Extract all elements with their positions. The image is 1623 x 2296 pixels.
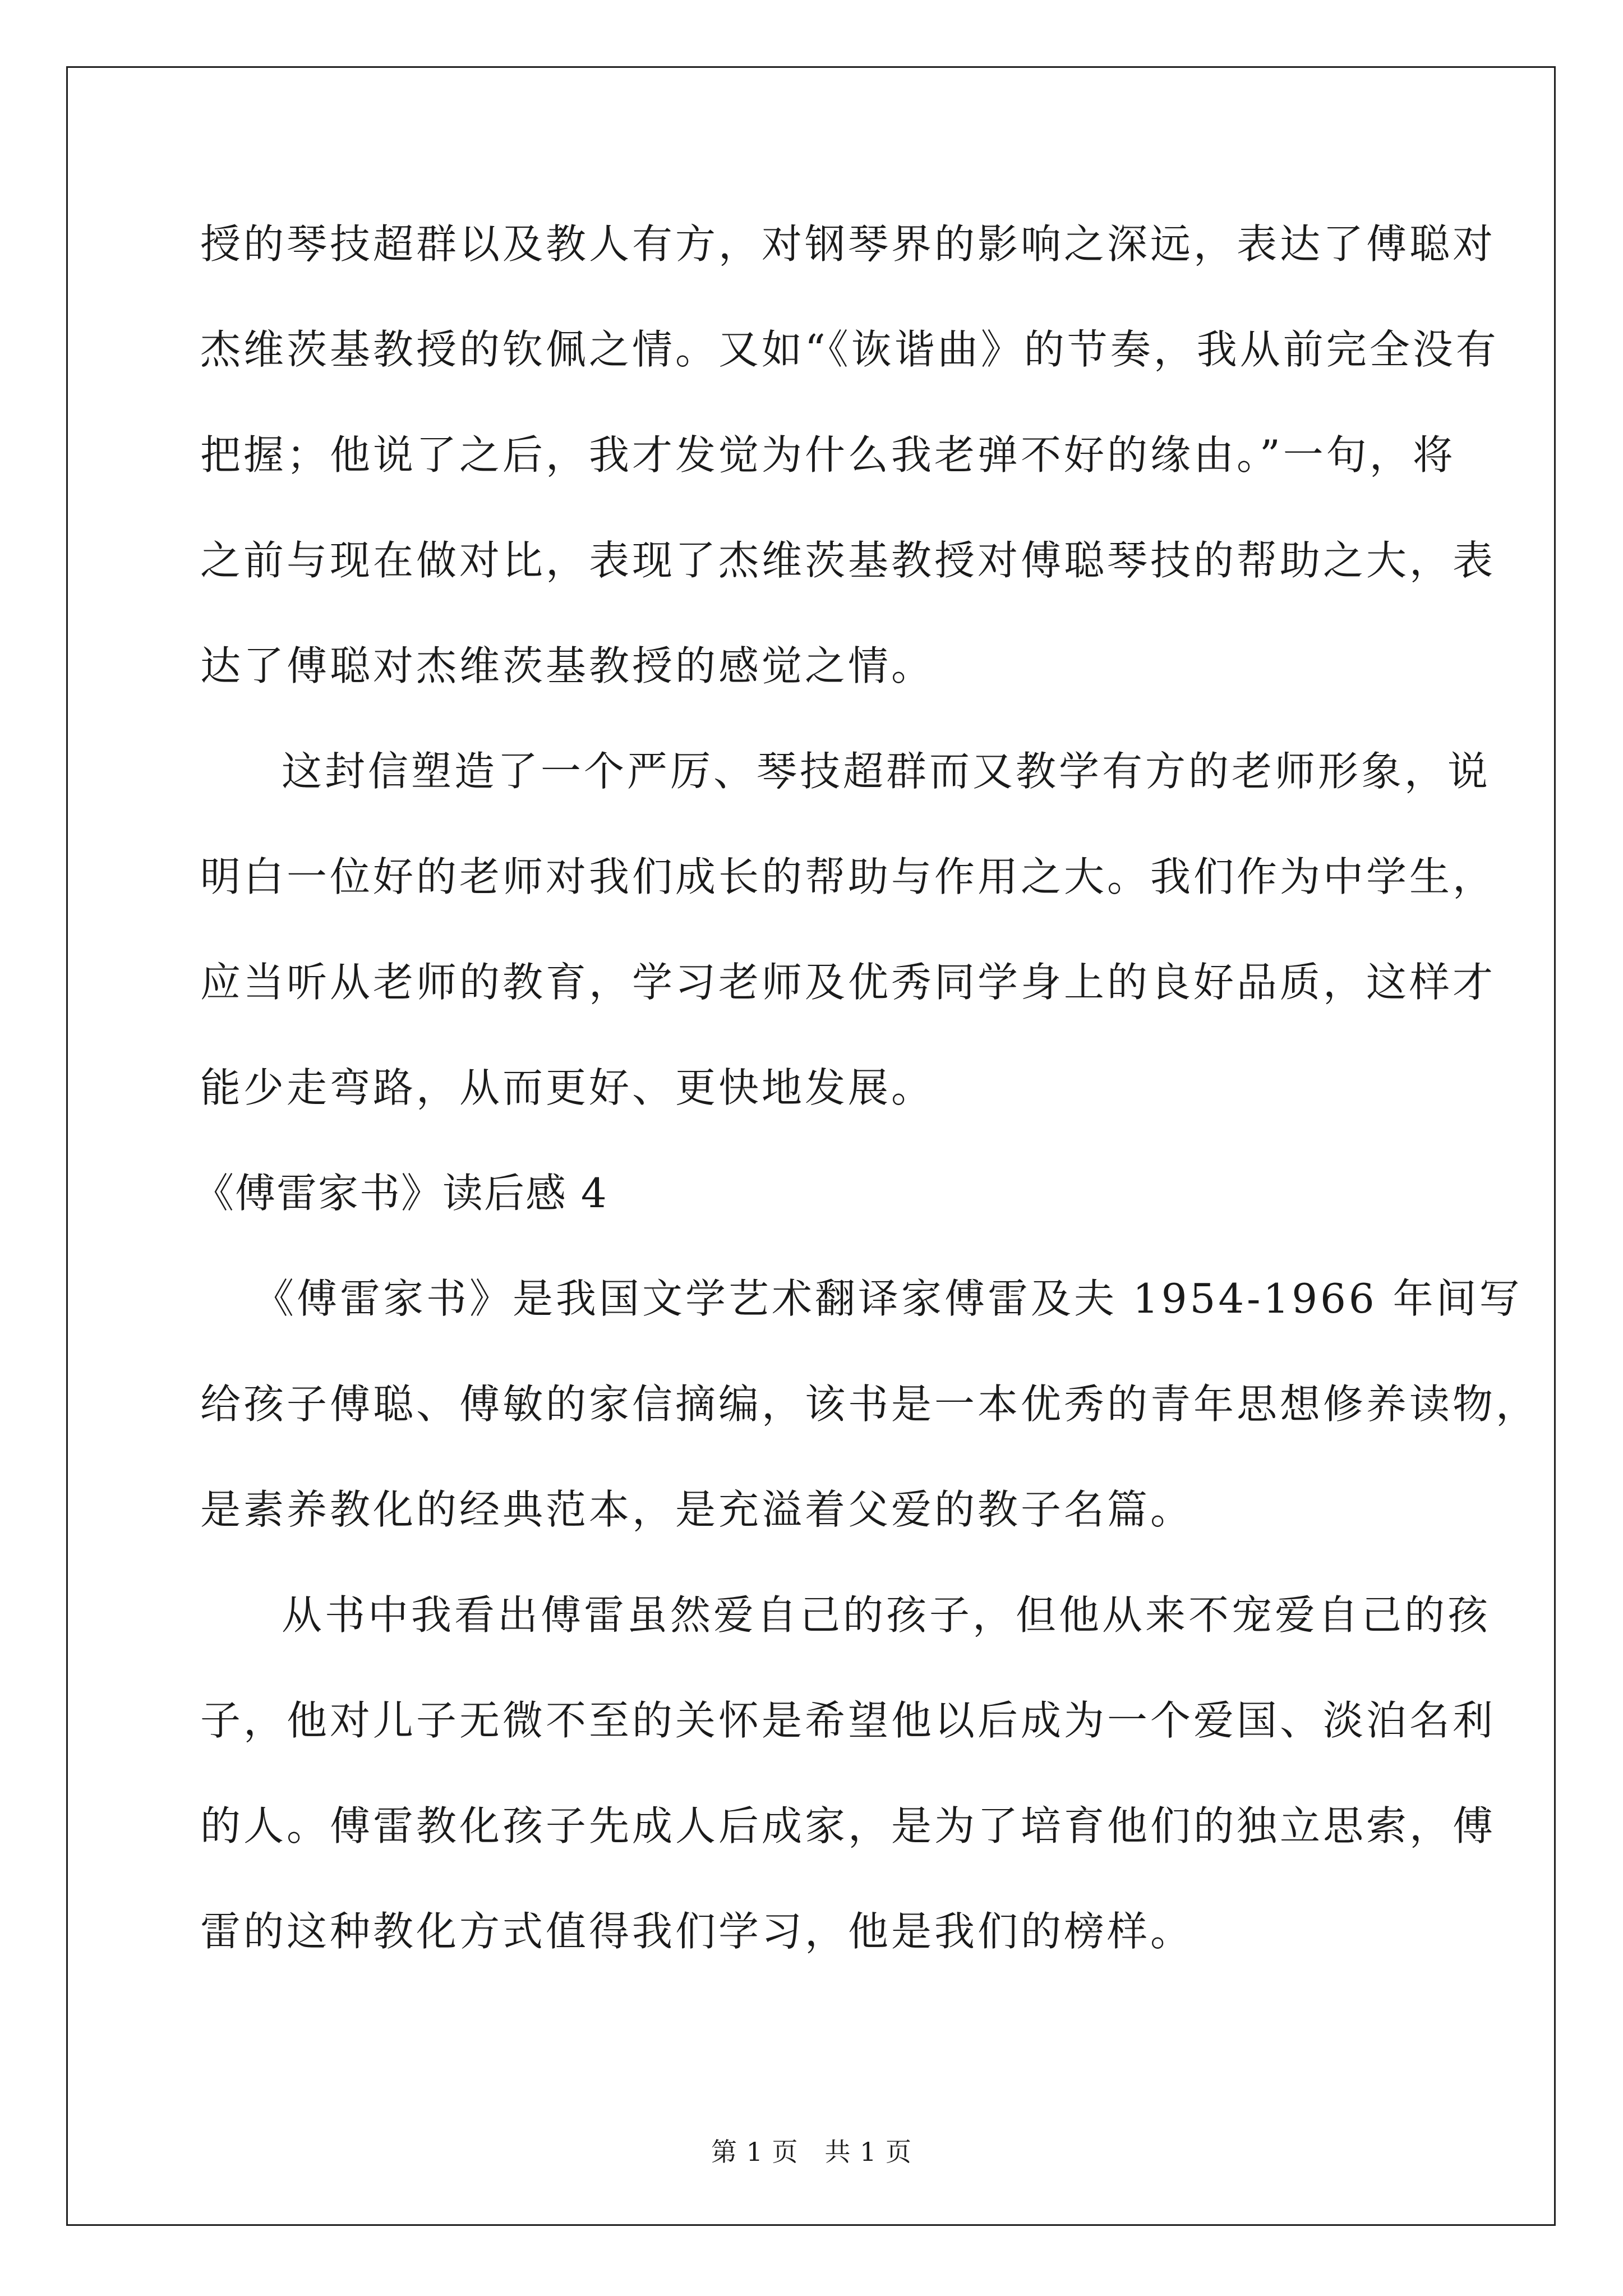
paragraph-line: 这封信塑造了一个严厉、琴技超群而又教学有方的老师形象，说: [282, 748, 1491, 795]
paragraph-line: 应当听从老师的教育，学习老师及优秀同学身上的良好品质，这样才: [200, 959, 1496, 1006]
paragraph-line: 能少走弯路，从而更好、更快地发展。: [200, 1064, 935, 1111]
section-heading: 《傅雷家书》读后感 4: [193, 1170, 608, 1217]
paragraph-line: 明白一位好的老师对我们成长的帮助与作用之大。我们作为中学生，: [200, 853, 1496, 900]
document-body: [193, 216, 1539, 2009]
paragraph-line: 给孩子傅聪、傅敏的家信摘编，该书是一本优秀的青年思想修养读物，: [200, 1381, 1539, 1428]
paragraph-line: 达了傅聪对杰维茨基教授的感觉之情。: [200, 642, 935, 689]
paragraph-line: 授的琴技超群以及教人有方，对钢琴界的影响之深远，表达了傅聪对: [200, 220, 1496, 268]
paragraph-line: 的人。傅雷教化孩子先成人后成家，是为了培育他们的独立思索，傅: [200, 1802, 1496, 1849]
paragraph-line: 杰维茨基教授的钦佩之情。又如“《诙谐曲》的节奏，我从前完全没有: [200, 326, 1499, 373]
paragraph-line: 雷的这种教化方式值得我们学习，他是我们的榜样。: [200, 1908, 1194, 1955]
paragraph-line: 是素养教化的经典范本，是充溢着父爱的教子名篇。: [200, 1486, 1194, 1533]
paragraph-line: 从书中我看出傅雷虽然爱自己的孩子，但他从来不宠爱自己的孩: [282, 1591, 1491, 1639]
paragraph-line: 《傅雷家书》是我国文学艺术翻译家傅雷及夫 1954-1966 年间写: [253, 1275, 1523, 1322]
paragraph-line: 之前与现在做对比，表现了杰维茨基教授对傅聪琴技的帮助之大，表: [200, 537, 1496, 584]
paragraph-line: 把握；他说了之后，我才发觉为什么我老弹不好的缘由。”一句，将: [200, 431, 1456, 478]
paragraph-line: 子，他对儿子无微不至的关怀是希望他以后成为一个爱国、淡泊名利: [200, 1697, 1496, 1744]
page-number: 第 1 页 共 1 页: [711, 2137, 912, 2167]
